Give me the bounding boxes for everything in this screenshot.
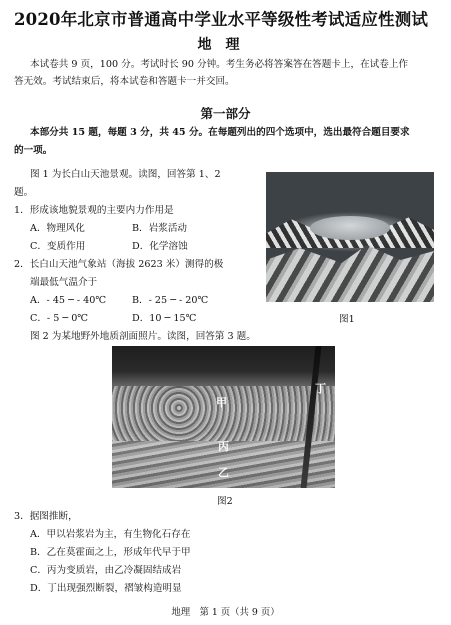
part-heading: 第一部分: [200, 106, 251, 121]
group2-intro: 图 2 为某地野外地质剖面照片。读图，回答第 3 题。: [30, 331, 256, 342]
exam-title: 2020年北京市普通高中学业水平等级性考试适应性测试: [14, 10, 429, 29]
q2-stem-1: 2．长白山天池气象站（海拔 2623 米）测得的极: [14, 259, 224, 270]
figure-2-photo: [112, 346, 335, 488]
q3-option-b: B．乙在莫霍面之上，形成年代早于甲: [30, 547, 191, 558]
intro-line-2: 答无效。考试结束后，将本试卷和答题卡一并交回。: [14, 76, 235, 87]
q2-option-b: B．- 25 ─ - 20℃: [132, 295, 209, 306]
q2-option-c: C．- 5 ─ 0℃: [30, 313, 89, 324]
q3-stem: 3．据图推断，: [14, 511, 78, 522]
snow-slope: [266, 242, 434, 302]
group1-intro-2: 题。: [14, 187, 34, 198]
q2-option-a: A．- 45 ─ - 40℃: [30, 295, 107, 306]
page-footer: 地理 第 1 页（共 9 页）: [171, 607, 280, 618]
q3-option-a: A．甲以岩浆岩为主，有生物化石存在: [30, 529, 191, 540]
q2-stem-2: 端最低气温介于: [30, 277, 98, 288]
label-bing: 丙: [218, 440, 229, 453]
q1-stem: 1．形成该地貌景观的主要内力作用是: [14, 205, 174, 216]
part-instructions-2: 的一项。: [14, 145, 53, 156]
subject-heading: 地理: [197, 37, 254, 53]
intro-line-1: 本试卷共 9 页，100 分。考试时长 90 分钟。考生务必将答案答在答题卡上，在试卷上作: [30, 59, 409, 70]
q1-option-c: C．变质作用: [30, 241, 86, 252]
crater-lake: [310, 216, 390, 240]
label-jia: 甲: [216, 396, 227, 409]
figure-2-caption: 图2: [217, 496, 233, 507]
q2-option-d: D．10 ─ 15℃: [132, 313, 197, 324]
figure-1-photo: [266, 172, 434, 302]
q1-option-a: A．物理风化: [30, 223, 85, 234]
figure-1-caption: 图1: [339, 314, 355, 325]
part-instructions-1: 本部分共 15 题，每题 3 分，共 45 分。在每题列出的四个选项中，选出最符合题目要求: [30, 127, 410, 138]
q1-option-d: D．化学溶蚀: [132, 241, 188, 252]
label-yi: 乙: [218, 466, 229, 479]
q3-option-c: C．丙为变质岩，由乙冷凝固结成岩: [30, 565, 182, 576]
q1-option-b: B．岩浆活动: [132, 223, 188, 234]
label-ding: 丁: [315, 382, 326, 395]
q3-option-d: D．丁出现强烈断裂，褶皱构造明显: [30, 583, 182, 594]
group1-intro-1: 图 1 为长白山天池景观。读图，回答第 1、2: [30, 169, 221, 180]
